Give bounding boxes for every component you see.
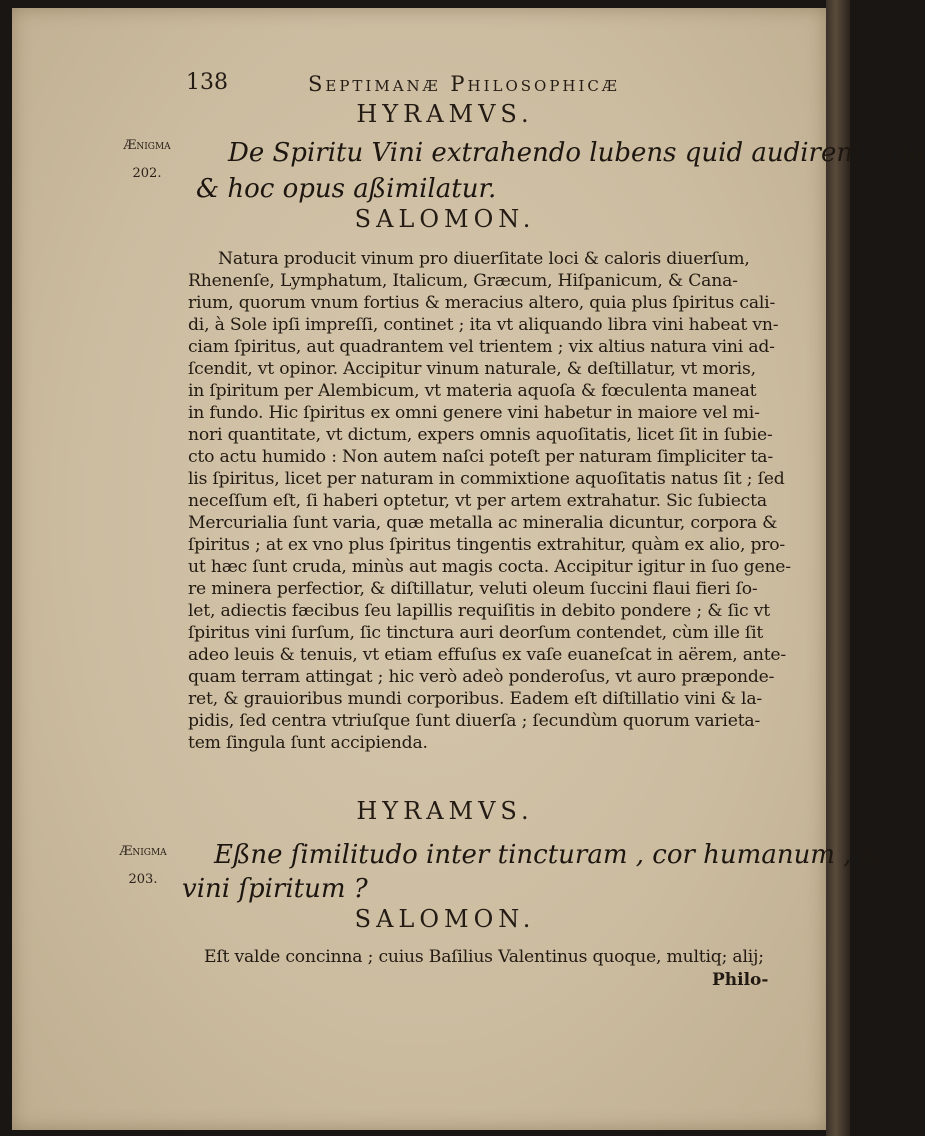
margin-note-2 (98, 838, 188, 894)
body-line: ciam ſpiritus, aut quadrantem vel trientem ; vix altius natura vini ad- (188, 337, 775, 357)
question-2-line-2: vini ſpiritum ? (182, 874, 368, 904)
question-1-line-1: De Spiritu Vini extrahendo lubens quid audirem , cui (228, 138, 925, 168)
body-line: neceſſum eſt, ſi haberi optetur, vt per artem extrahatur. Sic ſubiecta (188, 491, 767, 511)
body-line: rium, quorum vnum fortius & meracius altero, quia plus ſpiritus cali- (188, 293, 776, 313)
speaker-heading-3: HYRAMVS. (356, 797, 534, 825)
margin-note-number: 202. (132, 166, 162, 181)
question-1-line-2: & hoc opus aßimilatur. (196, 174, 497, 204)
body-line: tem ſingula ſunt accipienda. (188, 733, 428, 753)
margin-note-label: Ænigma (119, 844, 167, 859)
question-2-line-1: Eßne ſimilitudo inter tincturam , cor humanum , & (214, 840, 883, 870)
body-line: Mercurialia ſunt varia, quæ metalla ac mineralia dicuntur, corpora & (188, 513, 778, 533)
body-line: lis ſpiritus, licet per naturam in commixtione aquoſitatis natus ſit ; ſed (188, 469, 785, 489)
body-line: Rhenenſe, Lymphatum, Italicum, Græcum, Hiſpanicum, & Cana- (188, 271, 738, 291)
body-line: nori quantitate, vt dictum, expers omnis aquoſitatis, licet ſit in ſubie- (188, 425, 773, 445)
margin-note-1 (102, 132, 192, 188)
speaker-heading-1: HYRAMVS. (356, 100, 534, 128)
body-line: ſpiritus vini ſurſum, ſic tinctura auri deorſum contendet, cùm ille ſit (188, 623, 764, 643)
body-line: ſpiritus ; at ex vno plus ſpiritus tingentis extrahitur, quàm ex alio, pro- (188, 535, 786, 555)
body-line: adeo leuis & tenuis, vt etiam effuſus ex vaſe euaneſcat in aërem, ante- (188, 645, 786, 665)
body-line: in ſpiritum per Alembicum, vt materia aquoſa & fœculenta maneat (188, 381, 757, 401)
speaker-heading-2: SALOMON. (354, 205, 536, 233)
body-line: di, à Sole ipſi impreſſi, continet ; ita vt aliquando libra vini habeat vn- (188, 315, 779, 335)
folio-number: 138 (186, 70, 228, 95)
body-line: ſcendit, vt opinor. Accipitur vinum naturale, & deſtillatur, vt moris, (188, 359, 756, 379)
margin-note-number: 203. (128, 872, 158, 887)
body-line: let, adiectis fæcibus ſeu lapillis requiſitis in debito pondere ; & ſic vt (188, 601, 770, 621)
body-line: re minera perfectior, & diſtillatur, veluti oleum ſuccini flaui fieri ſo- (188, 579, 758, 599)
body-line: Natura producit vinum pro diuerſitate loci & caloris diuerſum, (218, 249, 750, 269)
running-head: Septimanæ Philosophicæ (308, 72, 620, 96)
body-line: in fundo. Hic ſpiritus ex omni genere vini habetur in maiore vel mi- (188, 403, 760, 423)
body-line: cto actu humido : Non autem naſci poteſt per naturam ſimpliciter ta- (188, 447, 773, 467)
body-line: ut hæc ſunt cruda, minùs aut magis cocta. Accipitur igitur in ſuo gene- (188, 557, 791, 577)
body-line: pidis, ſed centra vtriuſque ſunt diuerſa ; ſecundùm quorum varieta- (188, 711, 761, 731)
margin-note-label: Ænigma (123, 138, 171, 153)
answer-line: Eſt valde concinna ; cuius Baſilius Valentinus quoque, multiq; alij; (204, 947, 764, 967)
catchword: Philo- (712, 970, 769, 990)
body-line: quam terram attingat ; hic verò adeò ponderoſus, vt auro præponde- (188, 667, 775, 687)
speaker-heading-4: SALOMON. (354, 905, 536, 933)
body-line: ret, & grauioribus mundi corporibus. Eadem eſt diſtillatio vini & la- (188, 689, 763, 709)
